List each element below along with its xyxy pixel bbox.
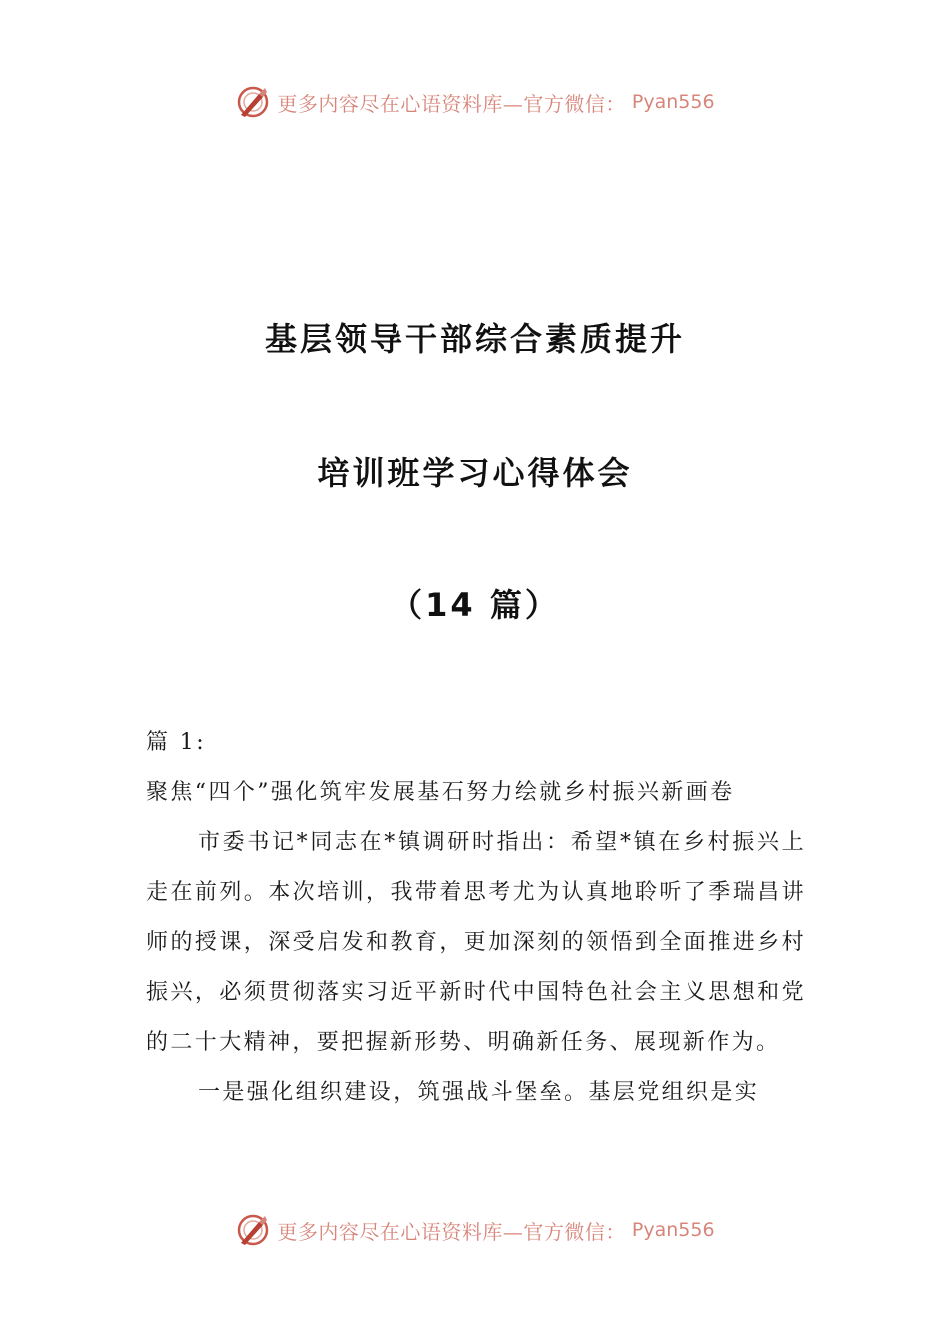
wechat-id: Pyan556 <box>631 91 715 113</box>
article-paragraph-1: 市委书记*同志在*镇调研时指出：希望*镇在乡村振兴上走在前列。本次培训，我带着思考尤为认真地聆听了季瑞昌讲师的授课，深受启发和教育，更加深刻的领悟到全面推进乡村振兴，必须贯彻落实习近平新时代中国特色社会主义思想和党的二十大精神，要把握新形势、明确新任务、展现新作为。 <box>146 830 806 1055</box>
pen-logo-icon <box>235 1212 271 1248</box>
title-line-1: 基层领导干部综合素质提升 <box>264 320 685 358</box>
pen-logo-icon <box>235 84 271 120</box>
article-paragraph-2: 一是强化组织建设，筑强战斗堡垒。基层党组织是实 <box>198 1080 760 1105</box>
watermark-text: 更多内容尽在心语资料库—官方微信： <box>277 91 626 116</box>
watermark-banner-bottom <box>0 1210 950 1250</box>
watermark-text: 更多内容尽在心语资料库—官方微信： <box>277 1219 626 1244</box>
article-body <box>146 718 806 1118</box>
watermark-banner-top <box>0 82 950 122</box>
wechat-id: Pyan556 <box>631 1219 715 1241</box>
article-label: 篇 1: <box>146 730 207 755</box>
article-heading: 聚焦“四个”强化筑牢发展基石努力绘就乡村振兴新画卷 <box>146 780 735 805</box>
title-line-3: （14 篇） <box>390 586 560 624</box>
title-line-2: 培训班学习心得体会 <box>317 454 633 492</box>
